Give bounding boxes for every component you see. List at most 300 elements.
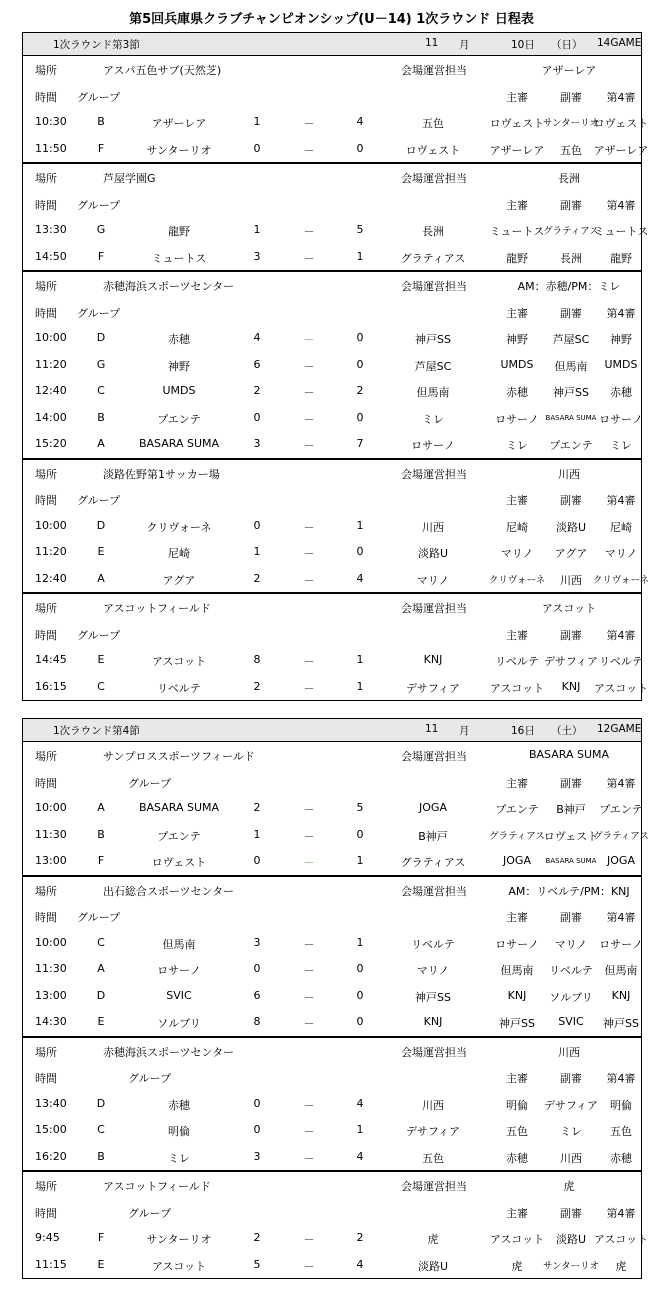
home-team: 但馬南 — [162, 937, 196, 951]
home-score: 6 — [253, 988, 261, 1002]
home-score: 8 — [253, 1015, 261, 1028]
away-score: 4 — [356, 1257, 364, 1271]
away-team: 淡路U — [417, 1259, 449, 1273]
assistant-referee: アグア — [554, 547, 588, 560]
match-group: E — [97, 1257, 105, 1271]
group-label: グループ — [128, 776, 172, 790]
operator-label: 会場運営担当 — [401, 280, 467, 293]
match-time: 13:40 — [35, 1096, 67, 1110]
away-score: 1 — [356, 1123, 364, 1136]
match-row — [23, 431, 641, 458]
assistant-referee: ソルブリ — [549, 990, 593, 1004]
fourth-label: 第4審 — [606, 90, 636, 104]
score-dash: － — [303, 412, 315, 426]
match-time: 14:30 — [35, 1015, 67, 1028]
home-team: 明倫 — [168, 1125, 190, 1138]
assistant-label: 副審 — [560, 90, 582, 104]
match-time: 11:20 — [35, 545, 67, 558]
match-row — [23, 674, 649, 701]
home-team: サンターリオ — [146, 1233, 212, 1246]
away-score: 0 — [356, 141, 364, 155]
away-score: 0 — [356, 410, 364, 424]
fourth-label: 第4審 — [606, 1072, 636, 1085]
referee: 赤穂 — [506, 386, 528, 399]
round-month: 11 — [425, 723, 439, 735]
away-score: 1 — [356, 854, 364, 867]
score-dash: － — [303, 1098, 315, 1112]
time-label: 時間 — [35, 306, 57, 320]
venue-row — [23, 460, 641, 487]
score-dash: － — [303, 1259, 315, 1273]
venue-row — [23, 1172, 641, 1199]
venue-row — [23, 1038, 641, 1065]
fourth-official: UMDS — [604, 357, 638, 371]
away-score: 5 — [356, 801, 364, 814]
home-team: プエンテ — [157, 412, 201, 426]
home-team: ロヴェスト — [151, 856, 207, 869]
round-day: 10日 — [511, 39, 535, 51]
fourth-official: ミレ — [610, 439, 632, 452]
score-dash: － — [303, 439, 315, 452]
fourth-official: 赤穂 — [610, 386, 632, 399]
away-score: 1 — [356, 935, 364, 949]
referee: KNJ — [507, 988, 527, 1002]
referee: 神戸SS — [499, 1017, 535, 1030]
match-row — [23, 109, 649, 136]
fourth-official: ロサーノ — [599, 937, 643, 951]
venue-name: サンプロススポーツフィールド — [103, 750, 255, 763]
place-label: 場所 — [35, 467, 57, 481]
match-time: 13:30 — [35, 223, 67, 236]
away-team: マリノ — [416, 573, 450, 587]
match-row — [23, 352, 641, 379]
round-weekday: （土） — [551, 725, 583, 737]
assistant-referee: デサフィア — [543, 655, 599, 668]
away-team: JOGA — [419, 801, 447, 814]
home-score: 0 — [253, 141, 261, 155]
match-group: B — [97, 827, 105, 841]
venue-row — [23, 164, 641, 191]
assistant-referee: BASARA SUMA — [545, 857, 597, 865]
score-dash: － — [303, 143, 315, 157]
away-team: 五色 — [422, 117, 444, 130]
match-time: 16:20 — [35, 1149, 67, 1163]
place-label: 場所 — [35, 1180, 57, 1193]
match-row — [23, 956, 641, 983]
home-score: 1 — [253, 545, 261, 558]
away-score: 1 — [356, 653, 364, 666]
round-games: 12GAME — [597, 723, 642, 735]
away-team: リベルテ — [411, 937, 455, 951]
time-label: 時間 — [35, 494, 57, 507]
assistant-referee: デサフィア — [543, 1098, 599, 1112]
referee: ミレ — [506, 439, 528, 452]
score-dash: － — [303, 520, 315, 534]
assistant-referee: 淡路U — [555, 1233, 587, 1246]
home-score: 1 — [253, 223, 261, 236]
referee-label: 主審 — [506, 776, 528, 790]
referee: 赤穂 — [506, 1151, 528, 1165]
operator-name: 川西 — [558, 1045, 580, 1059]
score-dash: － — [303, 386, 315, 399]
away-score: 1 — [356, 518, 364, 532]
referee: 尼崎 — [506, 520, 528, 534]
match-time: 12:40 — [35, 571, 67, 585]
header-row — [23, 191, 641, 218]
fourth-official: KNJ — [611, 988, 631, 1002]
fourth-official: 神野 — [610, 333, 632, 346]
assistant-referee: 川西 — [560, 1151, 582, 1165]
match-time: 11:50 — [35, 141, 67, 155]
time-label: 時間 — [35, 628, 57, 642]
away-team: ミレ — [422, 412, 444, 426]
venue-row — [23, 594, 641, 621]
operator-label: 会場運営担当 — [401, 1180, 467, 1193]
home-score: 0 — [253, 854, 261, 867]
fourth-official: 但馬南 — [604, 964, 638, 977]
referee-label: 主審 — [506, 90, 528, 104]
referee: 龍野 — [506, 251, 528, 265]
round-header — [23, 719, 641, 742]
home-team: プエンテ — [157, 829, 201, 843]
fourth-official: ロヴェスト — [593, 117, 649, 130]
score-dash: － — [303, 1125, 315, 1138]
assistant-label: 副審 — [560, 911, 582, 924]
round-header — [23, 33, 641, 56]
header-row — [23, 621, 641, 648]
round-day: 16日 — [511, 725, 535, 737]
match-row — [23, 848, 641, 875]
away-score: 1 — [356, 249, 364, 263]
match-time: 13:00 — [35, 988, 67, 1002]
match-time: 9:45 — [35, 1231, 60, 1244]
round-month-unit: 月 — [459, 39, 470, 51]
assistant-referee: SVIC — [558, 1015, 584, 1028]
score-dash: － — [303, 829, 315, 843]
time-label: 時間 — [35, 198, 57, 212]
match-row — [23, 566, 650, 593]
away-score: 2 — [356, 384, 364, 397]
away-score: 7 — [356, 437, 364, 450]
score-dash: － — [303, 333, 315, 346]
round-name: 1次ラウンド第4節 — [53, 725, 140, 737]
home-team: 神野 — [168, 359, 190, 373]
away-team: 淡路U — [417, 547, 449, 560]
venue-block — [23, 877, 641, 1038]
fourth-official: 赤穂 — [610, 1151, 632, 1165]
referee: ロサーノ — [495, 412, 539, 426]
referee: クリヴォーネ — [488, 574, 546, 586]
fourth-official: クリヴォーネ — [592, 574, 650, 586]
home-score: 6 — [253, 357, 261, 371]
home-score: 2 — [253, 384, 261, 397]
place-label: 場所 — [35, 64, 57, 77]
fourth-label: 第4審 — [606, 911, 636, 924]
score-dash: － — [303, 964, 315, 977]
match-group: C — [97, 384, 105, 397]
home-score: 2 — [253, 679, 261, 693]
match-group: C — [97, 679, 105, 693]
venue-name: 赤穂海浜スポーツセンター — [103, 1045, 235, 1059]
venue-row — [23, 272, 641, 299]
round-month: 11 — [425, 37, 439, 49]
home-team: ミレ — [168, 1151, 190, 1165]
referee: 五色 — [506, 1125, 528, 1138]
header-row — [23, 1064, 641, 1091]
referee-label: 主審 — [506, 1072, 528, 1085]
fourth-label: 第4審 — [606, 306, 636, 320]
fourth-official: 尼崎 — [610, 520, 632, 534]
assistant-referee: 芦屋SC — [552, 333, 590, 346]
score-dash: － — [303, 803, 315, 816]
assistant-label: 副審 — [560, 494, 582, 507]
time-label: 時間 — [35, 776, 57, 790]
match-group: F — [97, 141, 105, 155]
match-row — [23, 405, 641, 432]
fourth-official: リベルテ — [599, 655, 643, 668]
score-dash: － — [303, 1151, 315, 1165]
time-label: 時間 — [35, 1072, 57, 1085]
assistant-label: 副審 — [560, 306, 582, 320]
operator-label: 会場運営担当 — [401, 750, 467, 763]
operator-label: 会場運営担当 — [401, 172, 467, 185]
header-row — [23, 486, 641, 513]
away-score: 0 — [356, 357, 364, 371]
referee: マリノ — [500, 547, 534, 560]
match-row — [23, 244, 641, 271]
fourth-official: ロサーノ — [599, 412, 643, 426]
score-dash: － — [303, 937, 315, 951]
fourth-label: 第4審 — [606, 198, 636, 212]
operator-name: 虎 — [563, 1180, 575, 1193]
venue-row — [23, 877, 641, 904]
match-time: 10:00 — [35, 801, 67, 814]
home-team: ソルブリ — [157, 1017, 201, 1030]
time-label: 時間 — [35, 1206, 57, 1220]
away-team: 但馬南 — [416, 386, 450, 399]
venue-block — [23, 164, 649, 272]
venue-block — [23, 460, 650, 595]
referee: UMDS — [500, 357, 534, 371]
score-dash: － — [303, 573, 315, 587]
home-team: 赤穂 — [168, 333, 190, 346]
venue-name: アスコットフィールド — [103, 1180, 211, 1193]
match-group: E — [97, 653, 105, 666]
away-score: 4 — [356, 1149, 364, 1163]
assistant-referee: プエンテ — [549, 439, 593, 452]
fourth-official: 神戸SS — [603, 1017, 639, 1030]
match-group: B — [97, 115, 105, 128]
assistant-label: 副審 — [560, 198, 582, 212]
away-score: 0 — [356, 988, 364, 1002]
place-label: 場所 — [35, 884, 57, 898]
away-team: ロヴェスト — [405, 143, 461, 157]
match-row — [23, 217, 649, 244]
venue-name: アスコットフィールド — [103, 602, 211, 615]
operator-label: 会場運営担当 — [401, 602, 467, 615]
home-score: 0 — [253, 410, 261, 424]
home-score: 2 — [253, 1231, 261, 1244]
referee: アザーレア — [489, 143, 545, 157]
match-row — [23, 930, 641, 957]
venue-block — [23, 56, 649, 164]
referee: 虎 — [511, 1259, 523, 1273]
operator-name: BASARA SUMA — [528, 748, 610, 761]
operator-label: 会場運営担当 — [401, 467, 467, 481]
match-group: C — [97, 935, 105, 949]
match-group: F — [97, 854, 105, 867]
match-time: 16:15 — [35, 679, 67, 693]
match-time: 15:20 — [35, 437, 67, 450]
time-label: 時間 — [35, 911, 57, 924]
fourth-official: 明倫 — [610, 1098, 632, 1112]
home-team: BASARA SUMA — [138, 437, 220, 450]
match-group: G — [96, 223, 106, 236]
assistant-referee: サンターリオ — [542, 1260, 600, 1272]
referee-label: 主審 — [506, 198, 528, 212]
away-team: デサフィア — [405, 681, 461, 695]
away-team: ロサーノ — [411, 439, 455, 452]
match-time: 11:30 — [35, 827, 67, 841]
assistant-referee: 五色 — [560, 143, 582, 157]
fourth-label: 第4審 — [606, 776, 636, 790]
venue-row — [23, 742, 641, 769]
match-row — [23, 1144, 641, 1171]
match-row — [23, 539, 641, 566]
group-label: グループ — [77, 198, 121, 212]
match-row — [23, 1009, 641, 1036]
venue-name: 芦屋学園G — [103, 172, 156, 185]
assistant-referee: グラティアス — [543, 226, 599, 237]
header-row — [23, 903, 641, 930]
home-score: 5 — [253, 1257, 261, 1271]
fourth-official: マリノ — [604, 547, 638, 560]
venue-block — [23, 1172, 649, 1278]
match-group: A — [97, 571, 105, 585]
away-score: 4 — [356, 571, 364, 585]
group-label: グループ — [77, 628, 121, 642]
home-score: 0 — [253, 1123, 261, 1136]
home-team: 赤穂 — [168, 1098, 190, 1112]
match-row — [23, 647, 641, 674]
match-row — [23, 983, 641, 1010]
fourth-official: アスコット — [593, 1233, 649, 1246]
match-group: E — [97, 1015, 105, 1028]
home-team: 龍野 — [168, 225, 190, 238]
assistant-referee: マリノ — [554, 937, 588, 951]
operator-name: 長洲 — [558, 172, 580, 185]
fourth-official: アザーレア — [593, 143, 649, 157]
venue-name: 赤穂海浜スポーツセンター — [103, 280, 235, 293]
venue-name: 淡路佐野第1サッカー場 — [103, 467, 220, 481]
score-dash: － — [303, 251, 315, 265]
away-team: 五色 — [422, 1151, 444, 1165]
assistant-label: 副審 — [560, 1206, 582, 1220]
venue-name: アスパ五色サブ(天然芝) — [103, 64, 222, 77]
assistant-referee: B神戸 — [556, 803, 586, 816]
place-label: 場所 — [35, 602, 57, 615]
fourth-official: 五色 — [610, 1125, 632, 1138]
match-row — [23, 136, 649, 163]
operator-name: AM：リベルテ/PM：KNJ — [508, 884, 630, 898]
home-score: 4 — [253, 331, 261, 344]
fourth-official: 龍野 — [610, 251, 632, 265]
fourth-label: 第4審 — [606, 628, 636, 642]
match-group: F — [97, 249, 105, 263]
away-score: 5 — [356, 223, 364, 236]
match-time: 11:20 — [35, 357, 67, 371]
away-score: 4 — [356, 1096, 364, 1110]
home-score: 3 — [253, 437, 261, 450]
match-time: 13:00 — [35, 854, 67, 867]
match-row — [23, 513, 641, 540]
fourth-official: ミュートス — [593, 225, 649, 238]
away-team: 虎 — [427, 1233, 439, 1246]
referee: グラティアス — [489, 830, 545, 842]
home-score: 2 — [253, 801, 261, 814]
referee-label: 主審 — [506, 494, 528, 507]
away-team: デサフィア — [405, 1125, 461, 1138]
venue-block — [23, 1038, 641, 1173]
away-team: B神戸 — [418, 829, 448, 843]
home-team: アスコット — [151, 655, 207, 668]
fourth-official: アスコット — [593, 681, 649, 695]
header-row — [23, 769, 641, 796]
match-time: 10:00 — [35, 935, 67, 949]
fourth-official: 虎 — [615, 1259, 627, 1273]
referee: JOGA — [503, 854, 531, 867]
group-label: グループ — [77, 911, 121, 924]
match-group: B — [97, 1149, 105, 1163]
score-dash: － — [303, 856, 315, 869]
match-group: F — [97, 1231, 105, 1244]
match-time: 11:30 — [35, 962, 67, 975]
home-score: 0 — [253, 962, 261, 975]
page-title: 第5回兵庫県クラブチャンピオンシップ(U－14) 1次ラウンド 日程表 — [129, 12, 534, 27]
match-time: 10:00 — [35, 518, 67, 532]
match-row — [23, 822, 649, 849]
venue-block — [23, 594, 649, 700]
match-time: 15:00 — [35, 1123, 67, 1136]
away-team: グラティアス — [400, 856, 466, 869]
group-label: グループ — [128, 1206, 172, 1220]
home-team: サンターリオ — [146, 143, 212, 157]
assistant-referee: 川西 — [560, 573, 582, 587]
away-team: 川西 — [422, 1098, 444, 1112]
header-row — [23, 1199, 641, 1226]
away-score: 4 — [356, 115, 364, 128]
place-label: 場所 — [35, 1045, 57, 1059]
match-time: 10:00 — [35, 331, 67, 344]
match-group: A — [97, 437, 105, 450]
away-team: 神戸SS — [415, 990, 451, 1004]
operator-label: 会場運営担当 — [401, 64, 467, 77]
home-score: 3 — [253, 1149, 261, 1163]
place-label: 場所 — [35, 172, 57, 185]
operator-label: 会場運営担当 — [401, 1045, 467, 1059]
match-row — [23, 1225, 649, 1252]
round-weekday: （日） — [551, 39, 583, 51]
home-team: ロサーノ — [157, 964, 201, 977]
time-label: 時間 — [35, 90, 57, 104]
match-row — [23, 795, 641, 822]
venue-block — [23, 272, 641, 460]
venue-block — [23, 742, 649, 877]
referee: ロヴェスト — [489, 117, 545, 130]
away-score: 0 — [356, 1015, 364, 1028]
match-row — [23, 1252, 641, 1279]
referee: ロサーノ — [495, 937, 539, 951]
